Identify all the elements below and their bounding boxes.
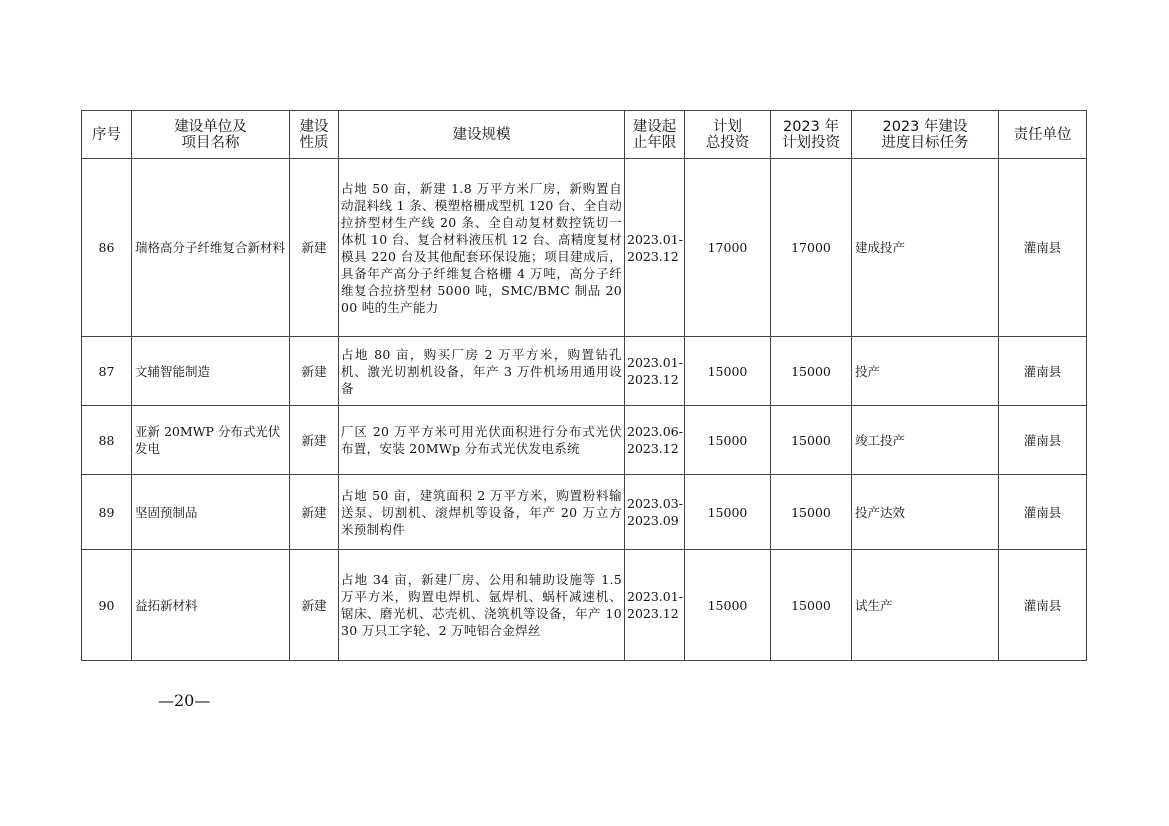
cell-responsible-unit: 灌南县 [999,550,1087,661]
cell-target: 竣工投产 [852,406,999,475]
header-no: 序号 [82,111,132,159]
cell-responsible-unit: 灌南县 [999,159,1087,337]
header-scale: 建设规模 [339,111,625,159]
cell-target: 投产达效 [852,475,999,550]
cell-scale: 占地 80 亩，购买厂房 2 万平方米，购置钻孔机、激光切割机设备，年产 3 万件机场用通用设备 [339,337,625,406]
cell-period: 2023.01- 2023.12 [625,337,685,406]
cell-no: 89 [82,475,132,550]
cell-total-investment: 15000 [685,406,771,475]
table-row [82,475,1087,550]
header-responsible-unit: 责任单位 [999,111,1087,159]
header-nature: 建设 性质 [290,111,339,159]
cell-total-investment: 15000 [685,337,771,406]
project-table [81,110,1087,661]
table-row [82,159,1087,337]
cell-nature: 新建 [290,550,339,661]
cell-nature: 新建 [290,406,339,475]
cell-2023-investment: 15000 [771,337,852,406]
cell-responsible-unit: 灌南县 [999,337,1087,406]
cell-2023-investment: 15000 [771,475,852,550]
cell-scale: 占地 50 亩，建筑面积 2 万平方米，购置粉料输送泵、切割机、滚焊机等设备，年产 20 万立方米预制构件 [339,475,625,550]
header-period: 建设起 止年限 [625,111,685,159]
page-number: —20— [158,691,211,710]
cell-nature: 新建 [290,159,339,337]
cell-nature: 新建 [290,337,339,406]
cell-no: 87 [82,337,132,406]
cell-project-name: 文辅智能制造 [132,337,290,406]
cell-period: 2023.01- 2023.12 [625,550,685,661]
header-name: 建设单位及 项目名称 [132,111,290,159]
cell-no: 88 [82,406,132,475]
cell-no: 86 [82,159,132,337]
cell-total-investment: 15000 [685,550,771,661]
cell-project-name: 瑞格高分子纤维复合新材料 [132,159,290,337]
cell-2023-investment: 15000 [771,550,852,661]
header-2023-target: 2023 年建设 进度目标任务 [852,111,999,159]
cell-project-name: 坚固预制品 [132,475,290,550]
table-row [82,406,1087,475]
cell-2023-investment: 15000 [771,406,852,475]
cell-nature: 新建 [290,475,339,550]
table-row [82,550,1087,661]
cell-responsible-unit: 灌南县 [999,406,1087,475]
table-header-row [82,111,1087,159]
header-total-investment: 计划 总投资 [685,111,771,159]
cell-period: 2023.03- 2023.09 [625,475,685,550]
header-2023-investment: 2023 年 计划投资 [771,111,852,159]
table-row [82,337,1087,406]
cell-period: 2023.06- 2023.12 [625,406,685,475]
cell-scale: 占地 34 亩，新建厂房、公用和辅助设施等 1.5 万平方米，购置电焊机、氩焊机、蜗杆减速机、锯床、磨光机、芯壳机、浇筑机等设备，年产 1030 万只工字轮、2 万吨铝合金焊丝 [339,550,625,661]
cell-target: 投产 [852,337,999,406]
cell-target: 建成投产 [852,159,999,337]
cell-period: 2023.01- 2023.12 [625,159,685,337]
cell-project-name: 亚新 20MWP 分布式光伏发电 [132,406,290,475]
cell-project-name: 益拓新材料 [132,550,290,661]
cell-2023-investment: 17000 [771,159,852,337]
cell-total-investment: 17000 [685,159,771,337]
cell-scale: 占地 50 亩，新建 1.8 万平方米厂房，新购置自动混料线 1 条、模塑格栅成型机 120 台、全自动拉挤型材生产线 20 条、全自动复材数控铣切一体机 10 台、复合材料液压机 12 台、高精度复材模具 220 台及其他配套环保设施；项目建成后，具备年产高分子纤维复合格栅 4 万吨，高分子纤维复合拉挤型材 5000 吨，SMC/BMC 制品 2000 吨的生产能力 [339,159,625,337]
cell-no: 90 [82,550,132,661]
cell-responsible-unit: 灌南县 [999,475,1087,550]
cell-scale: 厂区 20 万平方米可用光伏面积进行分布式光伏布置，安装 20MWp 分布式光伏发电系统 [339,406,625,475]
cell-total-investment: 15000 [685,475,771,550]
cell-target: 试生产 [852,550,999,661]
